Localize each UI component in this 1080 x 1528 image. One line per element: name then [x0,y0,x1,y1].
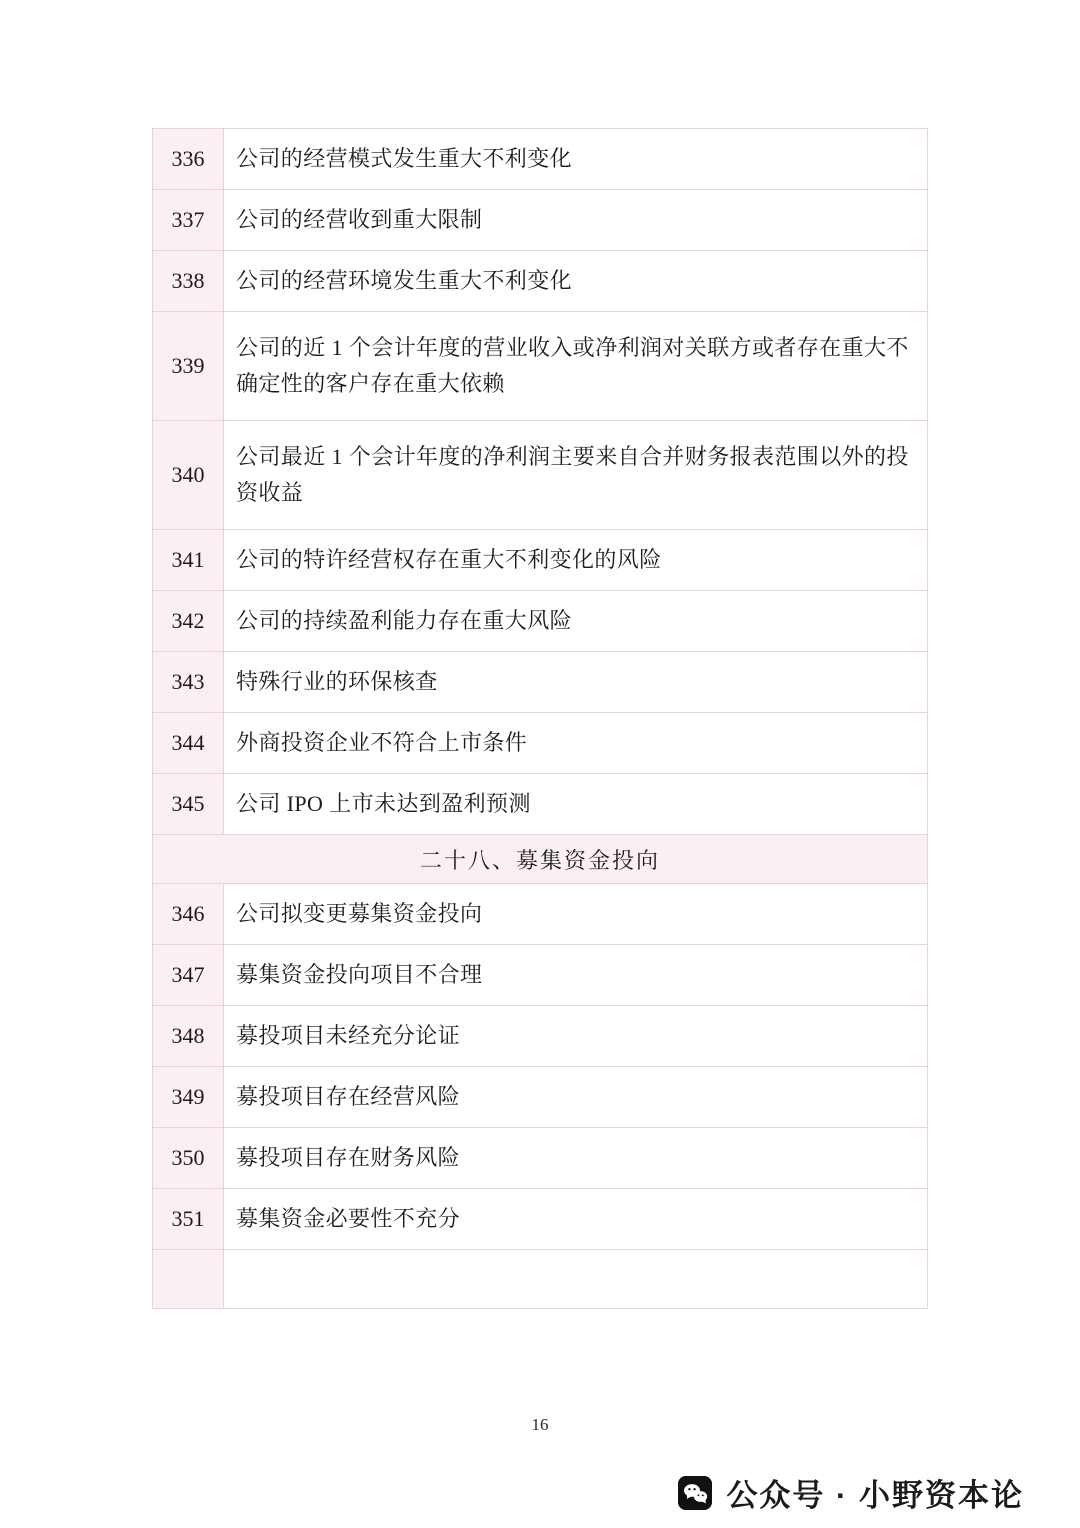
table-row [153,774,928,835]
table-row [153,1006,928,1067]
row-text: 募投项目存在经营风险 [224,1067,928,1128]
footer-brand-text: 公众号 · 小野资本论 [726,1478,1024,1513]
row-number: 338 [153,251,224,312]
table-row [153,1128,928,1189]
table-row [153,713,928,774]
row-text [224,1250,928,1309]
row-text: 特殊行业的环保核查 [224,652,928,713]
row-text: 募集资金必要性不充分 [224,1189,928,1250]
row-number: 350 [153,1128,224,1189]
row-number: 339 [153,312,224,421]
row-number: 336 [153,129,224,190]
row-text: 公司的经营模式发生重大不利变化 [224,129,928,190]
row-number: 341 [153,530,224,591]
row-text: 公司最近 1 个会计年度的净利润主要来自合并财务报表范围以外的投资收益 [224,421,928,530]
table-row [153,945,928,1006]
row-text: 募投项目存在财务风险 [224,1128,928,1189]
row-text: 外商投资企业不符合上市条件 [224,713,928,774]
row-number: 346 [153,884,224,945]
row-number: 347 [153,945,224,1006]
table-row [153,421,928,530]
row-text: 公司的持续盈利能力存在重大风险 [224,591,928,652]
table-row [153,1067,928,1128]
table-row [153,884,928,945]
row-number: 343 [153,652,224,713]
table-row [153,129,928,190]
row-text: 公司的特许经营权存在重大不利变化的风险 [224,530,928,591]
row-number [153,1250,224,1309]
wechat-icon [678,1476,712,1510]
row-text: 公司的经营环境发生重大不利变化 [224,251,928,312]
table-row [153,591,928,652]
section-title: 二十八、募集资金投向 [153,835,928,884]
risk-items-table [152,128,928,1309]
row-text: 公司的近 1 个会计年度的营业收入或净利润对关联方或者存在重大不确定性的客户存在重大依赖 [224,312,928,421]
table-row [153,312,928,421]
row-text: 募投项目未经充分论证 [224,1006,928,1067]
row-number: 337 [153,190,224,251]
table-section-header-row [153,835,928,884]
row-number: 345 [153,774,224,835]
table-row [153,1189,928,1250]
row-number: 351 [153,1189,224,1250]
row-text: 公司的经营收到重大限制 [224,190,928,251]
table-row [153,1250,928,1309]
footer-brand [678,1470,1024,1515]
page-number: 16 [531,1415,549,1434]
row-number: 348 [153,1006,224,1067]
table-row [153,530,928,591]
row-text: 募集资金投向项目不合理 [224,945,928,1006]
table-row [153,190,928,251]
row-text: 公司拟变更募集资金投向 [224,884,928,945]
row-text: 公司 IPO 上市未达到盈利预测 [224,774,928,835]
row-number: 344 [153,713,224,774]
table-row [153,251,928,312]
table-body [153,129,928,1309]
table-row [153,652,928,713]
row-number: 349 [153,1067,224,1128]
row-number: 342 [153,591,224,652]
row-number: 340 [153,421,224,530]
